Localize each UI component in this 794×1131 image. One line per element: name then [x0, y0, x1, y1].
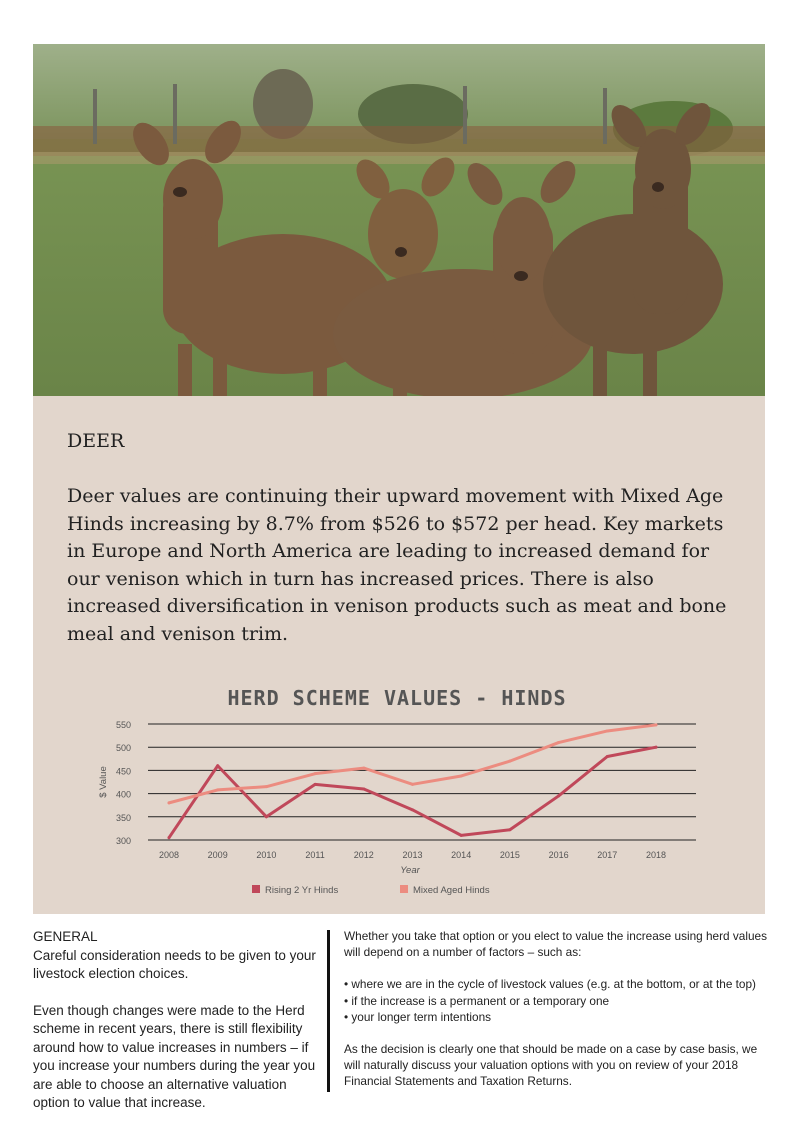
column-divider — [327, 930, 330, 1092]
general-column — [33, 928, 318, 1131]
herd-values-chart — [90, 712, 710, 912]
x-tick-label: 2018 — [645, 850, 667, 860]
data-point — [216, 788, 219, 791]
data-point — [508, 760, 511, 763]
data-point — [460, 774, 463, 777]
data-point — [655, 746, 658, 749]
chart-title: HERD SCHEME VALUES - HINDS — [227, 686, 567, 710]
legend-swatch — [252, 885, 260, 893]
data-point — [216, 764, 219, 767]
data-point — [460, 834, 463, 837]
y-axis-label: $ Value — [98, 766, 109, 798]
data-point — [314, 783, 317, 786]
factor-item: • if the increase is a permanent or a temporary one — [344, 993, 610, 1008]
legend-swatch — [400, 885, 408, 893]
data-point — [362, 767, 365, 770]
data-point — [265, 815, 268, 818]
x-tick-label: 2009 — [207, 850, 228, 860]
x-tick-label: 2013 — [402, 850, 423, 860]
data-point — [508, 828, 511, 831]
series-line-0 — [169, 747, 656, 837]
data-point — [606, 729, 609, 732]
y-tick-label: 350 — [115, 812, 131, 823]
legend-label: Rising 2 Yr Hinds — [265, 885, 339, 896]
deer-photo — [33, 44, 765, 396]
legend-label: Mixed Aged Hinds — [413, 885, 490, 896]
factors-list — [344, 976, 774, 1025]
x-tick-label: 2008 — [158, 850, 180, 860]
section-heading: DEER — [67, 430, 125, 452]
data-point — [265, 785, 268, 788]
x-axis-label: Year — [400, 865, 420, 876]
data-point — [606, 755, 609, 758]
data-point — [168, 836, 171, 839]
x-tick-label: 2015 — [499, 850, 520, 860]
factors-column — [344, 928, 774, 1106]
x-tick-label: 2012 — [353, 850, 374, 860]
general-paragraph-2: Even though changes were made to the Herd scheme in recent years, there is still flexibility around how to value increases in numbers – if you increase your numbers during the year you are able to choose an alternative valuation option to value that increase. — [33, 1002, 316, 1110]
data-point — [655, 723, 658, 726]
x-tick-label: 2010 — [256, 850, 277, 860]
factor-item: • where we are in the cycle of livestock values (e.g. at the bottom, or at the top) — [344, 977, 756, 992]
general-heading: GENERAL — [33, 929, 98, 944]
data-point — [411, 808, 414, 811]
y-tick-label: 450 — [115, 766, 131, 777]
x-tick-label: 2011 — [305, 850, 325, 860]
data-point — [362, 787, 365, 790]
factor-item: • your longer term intentions — [344, 1009, 492, 1024]
y-tick-label: 550 — [115, 720, 131, 730]
factors-closing: As the decision is clearly one that should be made on a case by case basis, we will naturally discuss your valuation options with you on review of your 2018 Financial Statements and Taxation Returns. — [344, 1042, 758, 1089]
y-tick-label: 300 — [115, 836, 131, 846]
y-tick-label: 500 — [115, 743, 131, 754]
y-tick-label: 400 — [115, 789, 131, 800]
data-point — [411, 783, 414, 786]
factors-intro: Whether you take that option or you elect to value the increase using herd values will depend on a number of factors – such as: — [344, 929, 767, 960]
data-point — [557, 794, 560, 797]
section-intro: Deer values are continuing their upward movement with Mixed Age Hinds increasing by 8.7% from $526 to $572 per head. Key markets in Europe and North America are leading to increased demand for our venison which in turn has increased prices. There is also increased diversification in venison products such as meat and bone meal and venison trim. — [67, 485, 727, 645]
data-point — [314, 772, 317, 775]
x-tick-label: 2014 — [451, 850, 472, 860]
x-tick-label: 2016 — [548, 850, 569, 860]
chart-plot — [90, 712, 710, 907]
data-point — [168, 801, 171, 804]
general-paragraph-1: Careful consideration needs to be given to your livestock election choices. — [33, 947, 316, 981]
x-tick-label: 2017 — [597, 850, 618, 860]
data-point — [557, 741, 560, 744]
